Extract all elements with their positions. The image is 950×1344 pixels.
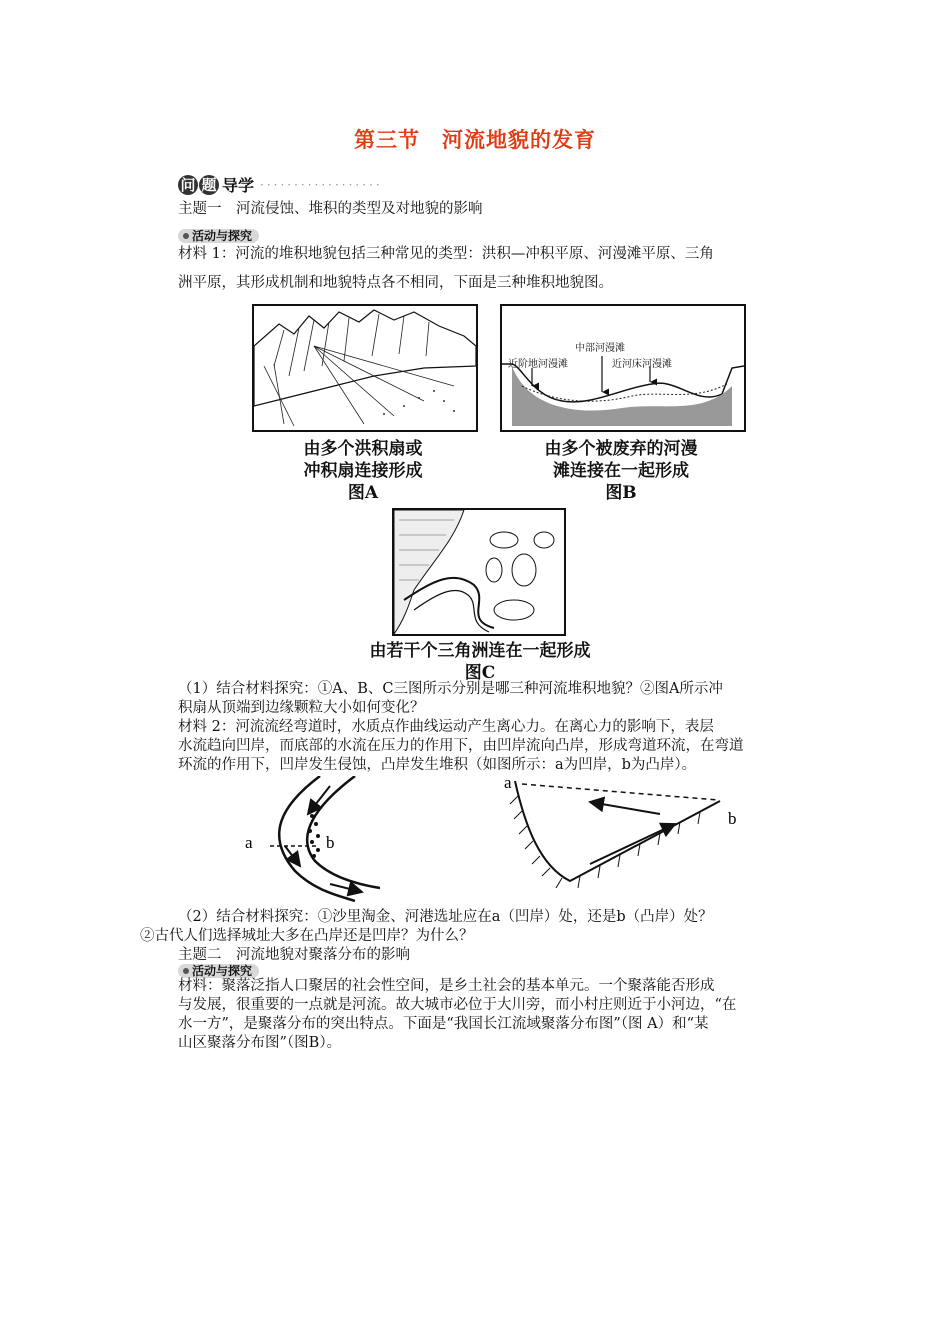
page-title: 第三节 河流地貌的发育 (354, 128, 596, 152)
material1-line1: 材料 1：河流的堆积地貌包括三种常见的类型：洪积—冲积平原、河漫滩平原、三角 (178, 246, 714, 262)
header-badge-1: 问 (178, 175, 198, 195)
material3-line1: 材料：聚落泛指人口聚居的社会性空间，是乡土社会的基本单元。一个聚落能否形成 (178, 978, 715, 994)
figure-b-left-label: 近阶地河漫滩 (508, 359, 568, 370)
figure-c-delta (392, 508, 566, 636)
river-bend-diagram (240, 776, 770, 906)
header-badge-2: 题 (199, 175, 219, 195)
figure-a-caption-1: 由多个洪积扇或 (303, 439, 423, 459)
bend-right-b-label: b (728, 809, 737, 828)
figure-c-label: 图C (464, 663, 496, 683)
bend-left-b-label: b (326, 833, 335, 852)
bullet-icon (183, 233, 189, 239)
figure-b-label: 图B (605, 483, 637, 503)
figure-a-alluvial-fan (252, 304, 478, 432)
material2-line2: 水流趋向凹岸，而底部的水流在压力的作用下，由凹岸流向凸岸，形成弯道环流，在弯道 (178, 738, 744, 754)
question2-line1: （2）结合材料探究：①沙里淘金、河港选址应在a（凹岸）处，还是b（凸岸）处？ (178, 909, 713, 925)
header-dots: ·················· (260, 177, 383, 192)
figure-b-caption-2: 滩连接在一起形成 (553, 461, 689, 481)
question2-line2: ②古代人们选择城址大多在凸岸还是凹岸？为什么？ (140, 928, 474, 944)
header-rest: 导学 (222, 176, 255, 195)
activity-badge-1: 活动与探究 (178, 229, 259, 243)
figure-a-caption-2: 冲积扇连接形成 (303, 461, 423, 481)
topic1: 主题一 河流侵蚀、堆积的类型及对地貌的影响 (178, 201, 483, 217)
figure-b-caption-1: 由多个被废弃的河漫 (544, 439, 698, 459)
activity-badge-2: 活动与探究 (178, 964, 259, 978)
material1-line2: 洲平原，其形成机制和地貌特点各不相同，下面是三种堆积地貌图。 (178, 275, 613, 291)
material2-line3: 环流的作用下，凹岸发生侵蚀，凸岸发生堆积（如图所示：a为凹岸，b为凸岸）。 (178, 757, 697, 773)
bend-left-a-label: a (245, 833, 253, 852)
figure-b-mid-label: 中部河漫滩 (575, 343, 625, 354)
figure-b-right-label: 近河床河漫滩 (612, 359, 672, 370)
bullet-icon (183, 968, 189, 974)
figure-a-label: 图A (347, 483, 379, 503)
topic2: 主题二 河流地貌对聚落分布的影响 (178, 947, 410, 963)
section-header (178, 173, 383, 196)
question1-line2: 积扇从顶端到边缘颗粒大小如何变化？ (178, 700, 425, 716)
material3-line2: 与发展，很重要的一点就是河流。故大城市必位于大川旁，而小村庄则近于小河边，“在 (178, 997, 737, 1013)
figure-c-caption: 由若干个三角洲连在一起形成 (369, 641, 591, 661)
material2-line1: 材料 2：河流流经弯道时，水质点作曲线运动产生离心力。在离心力的影响下，表层 (178, 719, 714, 735)
bend-right-a-label: a (504, 776, 512, 792)
material3-line3: 水一方”，是聚落分布的突出特点。下面是“我国长江流域聚落分布图”（图 A）和“某 (178, 1016, 709, 1032)
material3-line4: 山区聚落分布图”（图B）。 (178, 1035, 342, 1051)
question1-line1: （1）结合材料探究：①A、B、C三图所示分别是哪三种河流堆积地貌？②图A所示冲 (178, 681, 723, 697)
